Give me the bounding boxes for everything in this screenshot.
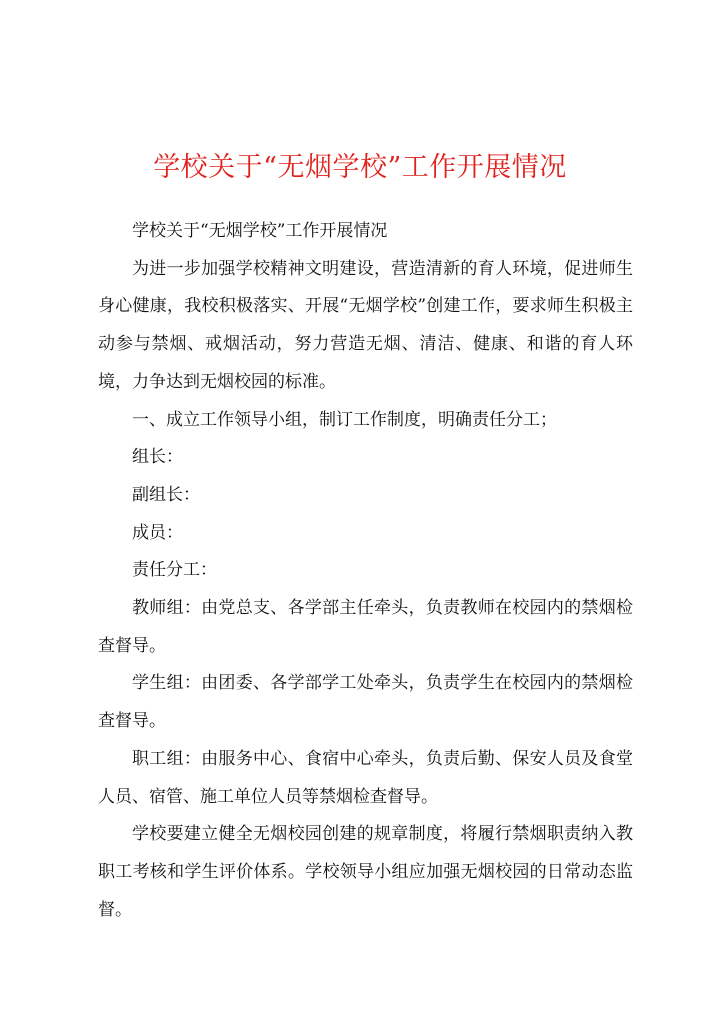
paragraph-leader: 组长： (132, 447, 183, 468)
paragraph-deputy-leader: 副组长： (132, 484, 200, 505)
document-body (98, 213, 633, 929)
document-title: 学校关于“无烟学校”工作开展情况 (153, 152, 567, 183)
paragraph-subtitle: 学校关于“无烟学校”工作开展情况 (132, 221, 388, 241)
paragraph-intro: 为进一步加强学校精神文明建设，营造清新的育人环境，促进师生身心健康，我校积极落实、开展“无烟学校”创建工作，要求师生积极主动参与禁烟、戒烟活动，努力营造无烟、清洁、健康、和谐的育人环境，力争达到无烟校园的标准。 (98, 258, 633, 392)
paragraph-section-one: 一、成立工作领导小组，制订工作制度，明确责任分工； (132, 409, 557, 430)
paragraph-duties: 责任分工： (132, 560, 217, 581)
paragraph-teacher-group: 教师组：由党总支、各学部主任牵头，负责教师在校园内的禁烟检查督导。 (98, 598, 633, 656)
paragraph-student-group: 学生组：由团委、各学部学工处牵头，负责学生在校园内的禁烟检查督导。 (98, 673, 633, 732)
paragraph-regulations: 学校要建立健全无烟校园创建的规章制度，将履行禁烟职责纳入教职工考核和学生评价体系。学校领导小组应加强无烟校园的日常动态监督。 (98, 824, 633, 920)
paragraph-members: 成员： (132, 522, 183, 543)
paragraph-staff-group: 职工组：由服务中心、食宿中心牵头，负责后勤、保安人员及食堂人员、宿管、施工单位人员等禁烟检查督导。 (98, 748, 633, 807)
